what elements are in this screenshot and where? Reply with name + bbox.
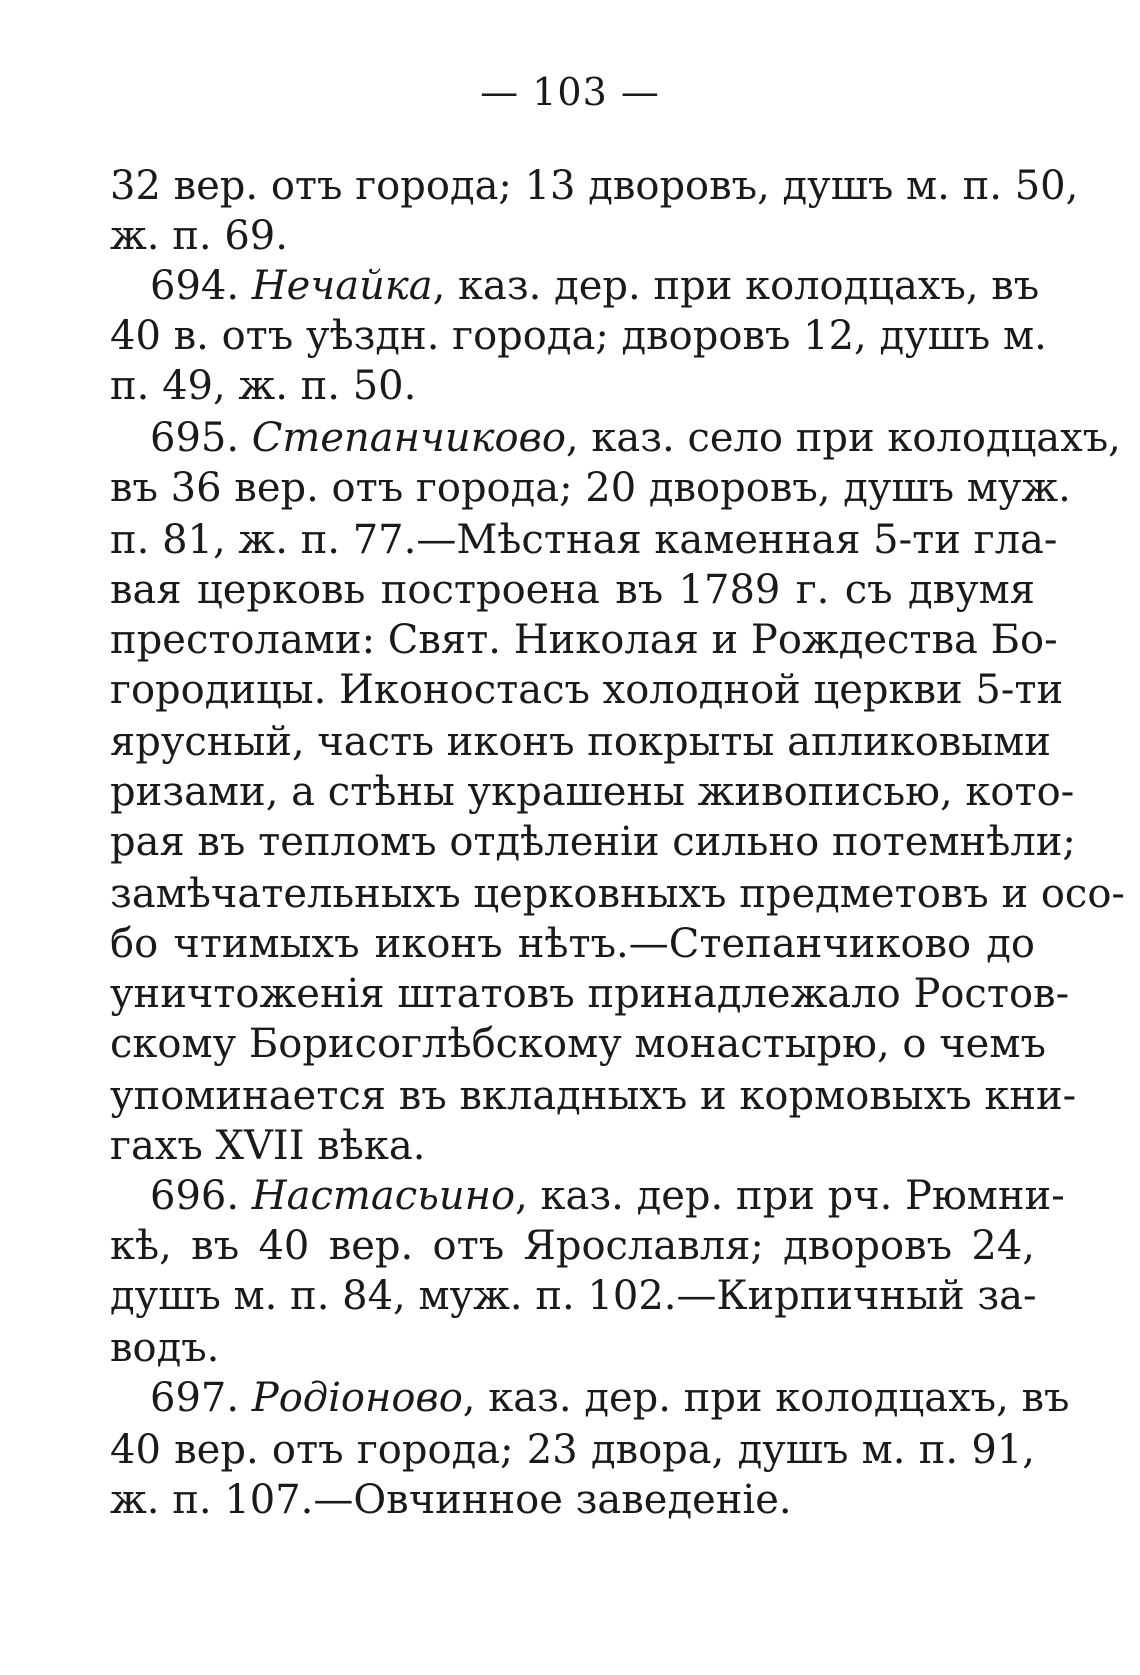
text-line	[110, 766, 1075, 818]
text-line	[110, 564, 1035, 616]
text-line	[110, 160, 1079, 212]
text-line	[110, 1322, 1035, 1374]
text-line	[110, 816, 1076, 868]
text-line	[110, 716, 1051, 768]
text-line	[110, 360, 1035, 412]
line-text-continued: , каз. село при колодцахъ,	[565, 415, 1121, 461]
line-text-continued: , каз. дер. при колодцахъ, въ	[462, 1375, 1070, 1421]
text-line	[110, 1220, 1035, 1272]
place-name: Нечайка	[251, 263, 433, 309]
line-text: вая церковь построена въ 1789 г. съ двумя	[110, 567, 1035, 613]
line-text: ж. п. 69.	[110, 213, 288, 259]
text-line	[110, 1474, 1035, 1526]
line-text: 32 вер. отъ города; 13 дворовъ, душъ м. п. 50,	[110, 163, 1079, 209]
text-line	[110, 462, 1071, 514]
text-line	[110, 1270, 1035, 1322]
place-name: Степанчиково	[251, 415, 566, 461]
page-number: — 103 —	[480, 70, 660, 114]
line-text: п. 49, ж. п. 50.	[110, 363, 417, 409]
text-line	[110, 210, 1035, 262]
place-name: Родіоново	[251, 1375, 463, 1421]
line-text: 696.	[150, 1173, 252, 1219]
line-text: рая въ тепломъ отдѣленіи сильно потемнѣли;	[110, 819, 1076, 865]
text-line	[110, 968, 1070, 1020]
line-text: гахъ XVII вѣка.	[110, 1123, 426, 1169]
line-text-continued: , каз. дер. при рч. Рюмни-	[515, 1173, 1065, 1219]
line-text: въ 36 вер. отъ города; 20 дворовъ, душъ муж.	[110, 465, 1071, 511]
line-text: 40 вер. отъ города; 23 двора, душъ м. п. 91,	[110, 1427, 1035, 1473]
line-text: душъ м. п. 84, муж. п. 102.—Кирпичный за-	[110, 1273, 1037, 1319]
line-text: 694.	[150, 263, 252, 309]
line-text: скому Борисоглѣбскому монастырю, о чемъ	[110, 1021, 1046, 1067]
text-line	[110, 514, 1058, 566]
text-line	[110, 664, 1064, 716]
text-line	[110, 1424, 1035, 1476]
text-line	[110, 868, 1125, 920]
line-text: бо чтимыхъ иконъ нѣтъ.—Степанчиково до	[110, 921, 1035, 967]
text-line	[110, 1070, 1077, 1122]
text-line	[150, 1170, 1065, 1222]
line-text: ярусный, часть иконъ покрыты апликовыми	[110, 719, 1051, 765]
text-line	[150, 260, 1040, 312]
text-line	[110, 614, 1058, 666]
text-line	[110, 918, 1035, 970]
line-text: замѣчательныхъ церковныхъ предметовъ и осо-	[110, 871, 1125, 917]
line-text: престолами: Свят. Николая и Рождества Бо-	[110, 617, 1058, 663]
line-text: водъ.	[110, 1325, 220, 1371]
line-text: ж. п. 107.—Овчинное заведеніе.	[110, 1477, 792, 1523]
text-line	[110, 310, 1047, 362]
line-text: 40 в. отъ уѣздн. города; дворовъ 12, душъ м.	[110, 313, 1047, 359]
line-text: 697.	[150, 1375, 252, 1421]
line-text: 695.	[150, 415, 252, 461]
text-line	[110, 1018, 1046, 1070]
text-line	[150, 412, 1121, 464]
line-text-continued: , каз. дер. при колодцахъ, въ	[432, 263, 1040, 309]
line-text: городицы. Иконостасъ холодной церкви 5-ти	[110, 667, 1064, 713]
text-line	[150, 1372, 1070, 1424]
line-text: уничтоженія штатовъ принадлежало Ростов-	[110, 971, 1070, 1017]
line-text: упоминается въ вкладныхъ и кормовыхъ кни-	[110, 1073, 1077, 1119]
place-name: Настасьино	[251, 1173, 516, 1219]
line-text: п. 81, ж. п. 77.—Мѣстная каменная 5-ти гла-	[110, 517, 1058, 563]
line-text: кѣ, въ 40 вер. отъ Ярославля; дворовъ 24,	[110, 1223, 1035, 1269]
line-text: ризами, а стѣны украшены живописью, кото-	[110, 769, 1075, 815]
text-line	[110, 1120, 1035, 1172]
